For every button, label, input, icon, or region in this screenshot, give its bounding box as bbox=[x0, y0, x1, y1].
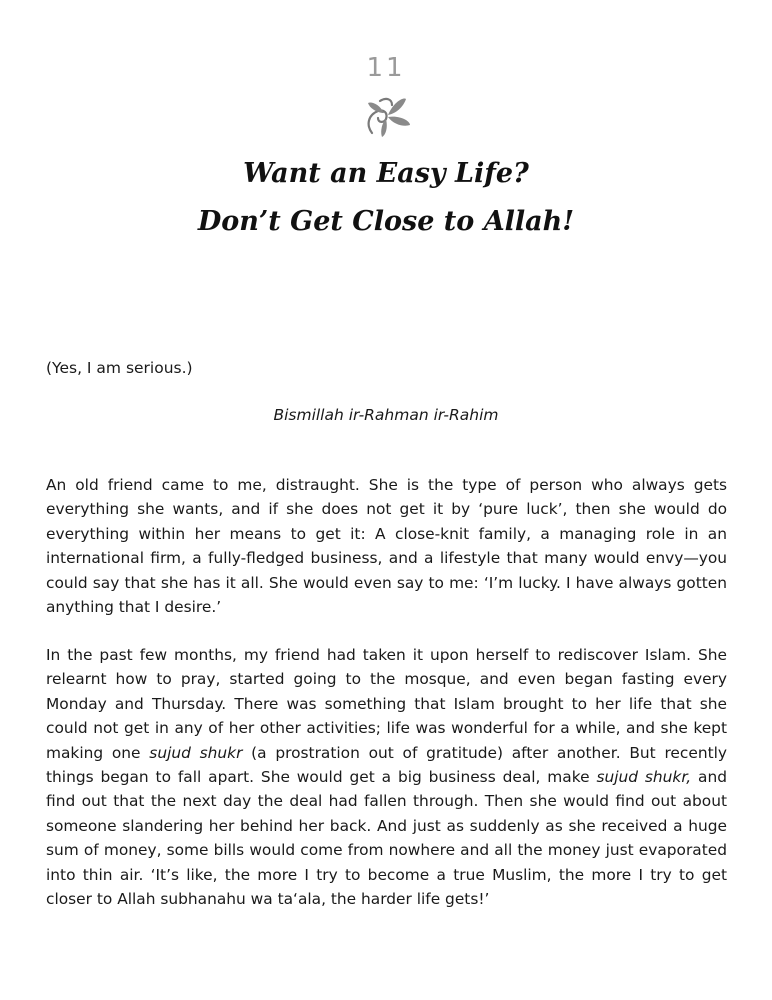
aside-note: (Yes, I am serious.) bbox=[46, 359, 193, 377]
italic-term-sujud-shukr: sujud shukr bbox=[149, 743, 243, 762]
invocation: Bismillah ir-Rahman ir-Rahim bbox=[273, 406, 499, 424]
paragraph-1: An old friend came to me, distraught. She is the type of person who always gets everything she wants, and if she does not get it by ‘pure luck’, then she would do everything within her means to get it: A close-knit family, a managing role in an international firm, a fully-fledged business, and a lifestyle that many would envy—you could say that she has it all. She would even say to me: ‘I’m lucky. I have always gotten anything that I desire.’ bbox=[46, 476, 727, 617]
chapter-title bbox=[0, 150, 772, 246]
floral-flourish-icon bbox=[358, 93, 416, 139]
paragraph-2-text-c: and find out that the next day the deal had fallen through. Then she would find out about someone slandering her behind her back. And just as suddenly as she received a huge sum of money, some bills would come from nowhere and all the money just evaporated into thin air. ‘It’s like, the more I try to become a true Muslim, the more I try to get closer to Allah subhanahu wa ta‘ala, the harder life gets!’ bbox=[46, 768, 727, 909]
paragraph-2 bbox=[46, 643, 727, 911]
italic-term-sujud-shukr-2: sujud shukr, bbox=[596, 768, 692, 787]
chapter-title-line-2: Don’t Get Close to Allah! bbox=[197, 206, 575, 237]
chapter-number: 11 bbox=[366, 53, 406, 83]
paragraph-2-text-b: (a prostration out of gratitude) after another. But recently things began to fall apart. She would get a big business deal, make bbox=[46, 743, 728, 787]
chapter-title-line-1: Want an Easy Life? bbox=[243, 158, 529, 189]
paragraph-2-text-a: In the past few months, my friend had taken it upon herself to rediscover Islam. She relearnt how to pray, started going to the mosque, and even began fasting every Monday and Thursday. There was something that Islam brought to her life that she could not get in any of her other activities; life was wonderful for a while, and she kept making one bbox=[46, 646, 727, 762]
